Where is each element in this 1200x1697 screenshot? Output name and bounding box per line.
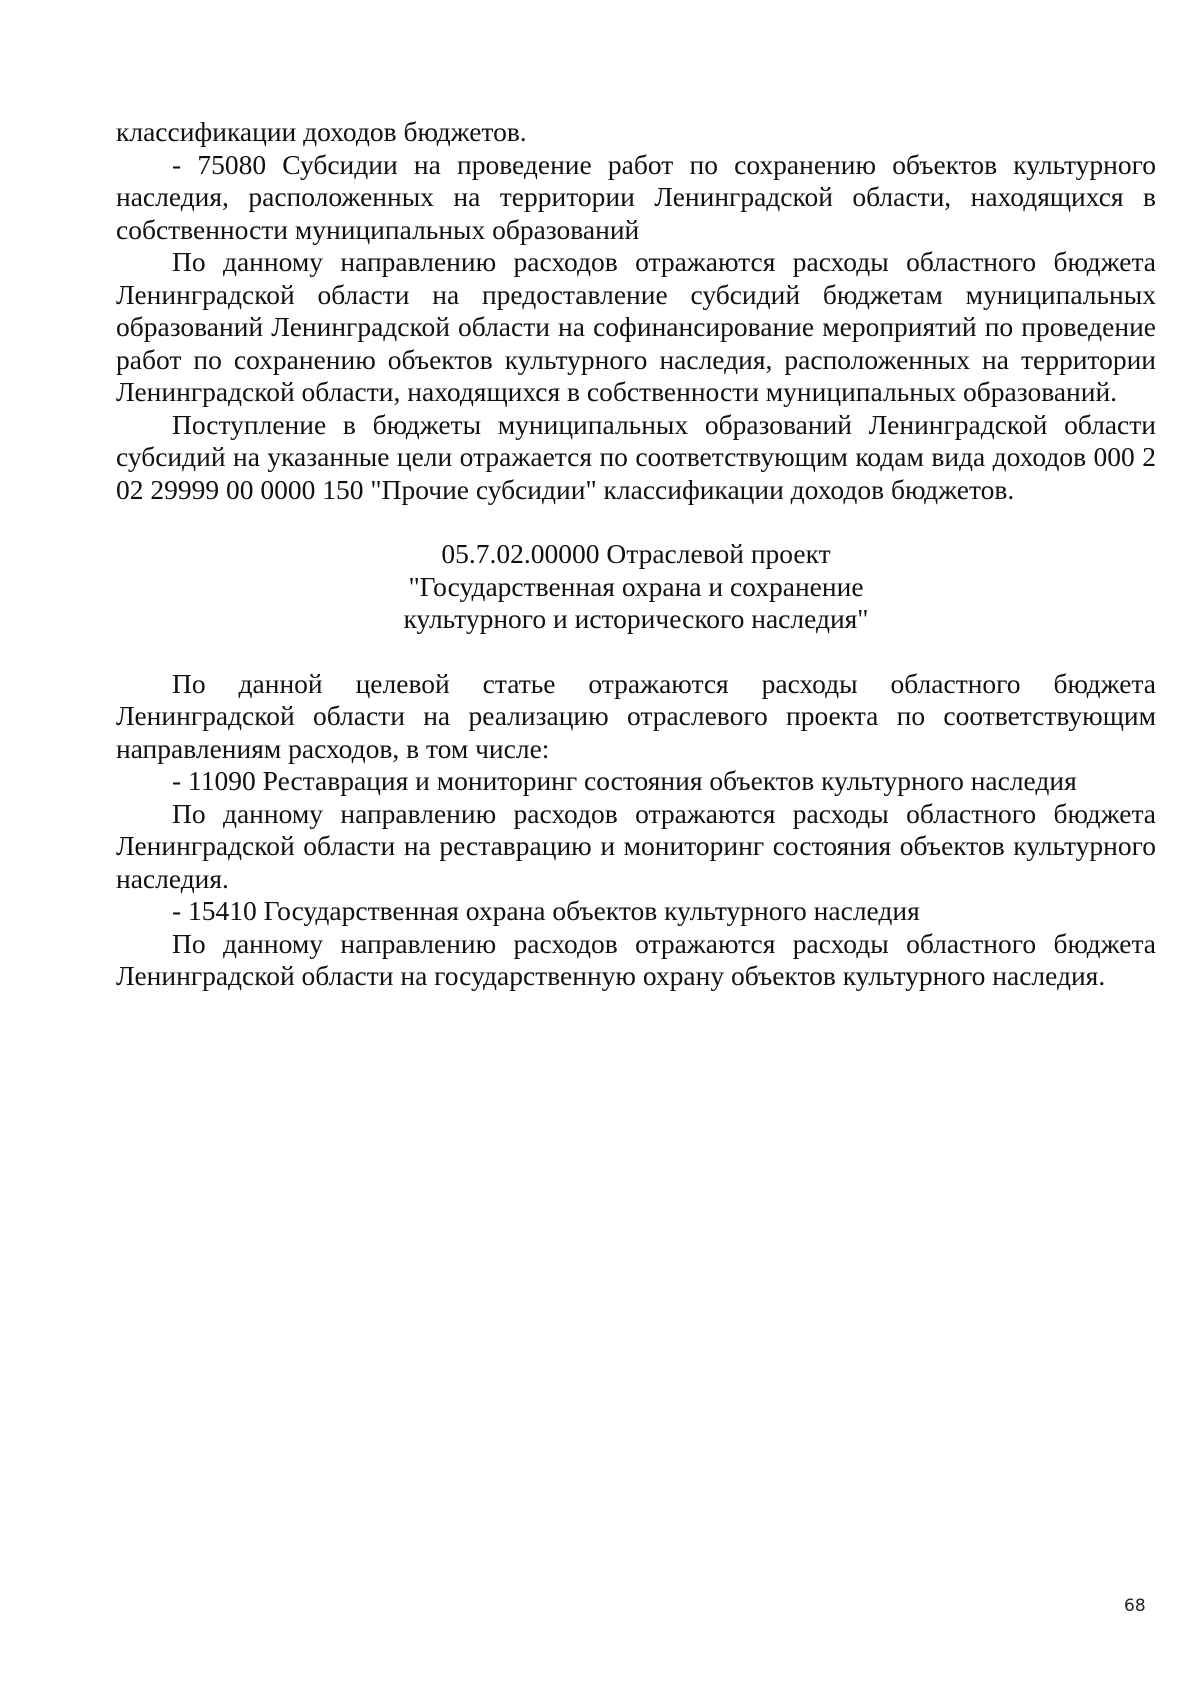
section-heading-line-2: "Государственная охрана и сохранение xyxy=(408,570,864,602)
paragraph-target-article: По данной целевой статье отражаются расходы областного бюджета Ленинградской области на реализацию отраслевого проекта по соответствующим направлениям расходов, в том числе: xyxy=(116,667,1156,764)
page-number: 68 xyxy=(1124,1596,1146,1616)
paragraph-item-11090: - 11090 Реставрация и мониторинг состояния объектов культурного наследия xyxy=(172,765,1077,796)
paragraph-item-75080: - 75080 Субсидии на проведение работ по сохранению объектов культурного наследия, расположенных на территории Ленинградской области, находящихся в собственности муниципальных образований xyxy=(116,148,1156,245)
document-body xyxy=(116,116,1156,993)
paragraph-75080-income: Поступление в бюджеты муниципальных образований Ленинградской области субсидий на указанные цели отражается по соответствующим кодам вида доходов 000 2 02 29999 00 0000 150 "Прочие субсидии" классификации доходов бюджетов. xyxy=(116,408,1156,505)
section-heading xyxy=(116,538,1156,636)
paragraph-continuation: классификации доходов бюджетов. xyxy=(116,116,527,147)
section-heading-line-1: 05.7.02.00000 Отраслевой проект xyxy=(441,538,831,569)
paragraph-11090-description: По данному направлению расходов отражаются расходы областного бюджета Ленинградской области на реставрацию и мониторинг состояния объектов культурного наследия. xyxy=(116,797,1156,894)
paragraph-15410-description: По данному направлению расходов отражаются расходы областного бюджета Ленинградской области на государственную охрану объектов культурного наследия. xyxy=(116,927,1156,991)
paragraph-item-15410: - 15410 Государственная охрана объектов культурного наследия xyxy=(172,895,920,926)
paragraph-75080-description: По данному направлению расходов отражаются расходы областного бюджета Ленинградской области на предоставление субсидий бюджетам муниципальных образований Ленинградской области на софинансирование мероприятий по проведение работ по сохранению объектов культурного наследия, расположенных на территории Ленинградской области, находящихся в собственности муниципальных образований. xyxy=(116,246,1156,407)
section-heading-line-3: культурного и исторического наследия" xyxy=(403,603,869,634)
